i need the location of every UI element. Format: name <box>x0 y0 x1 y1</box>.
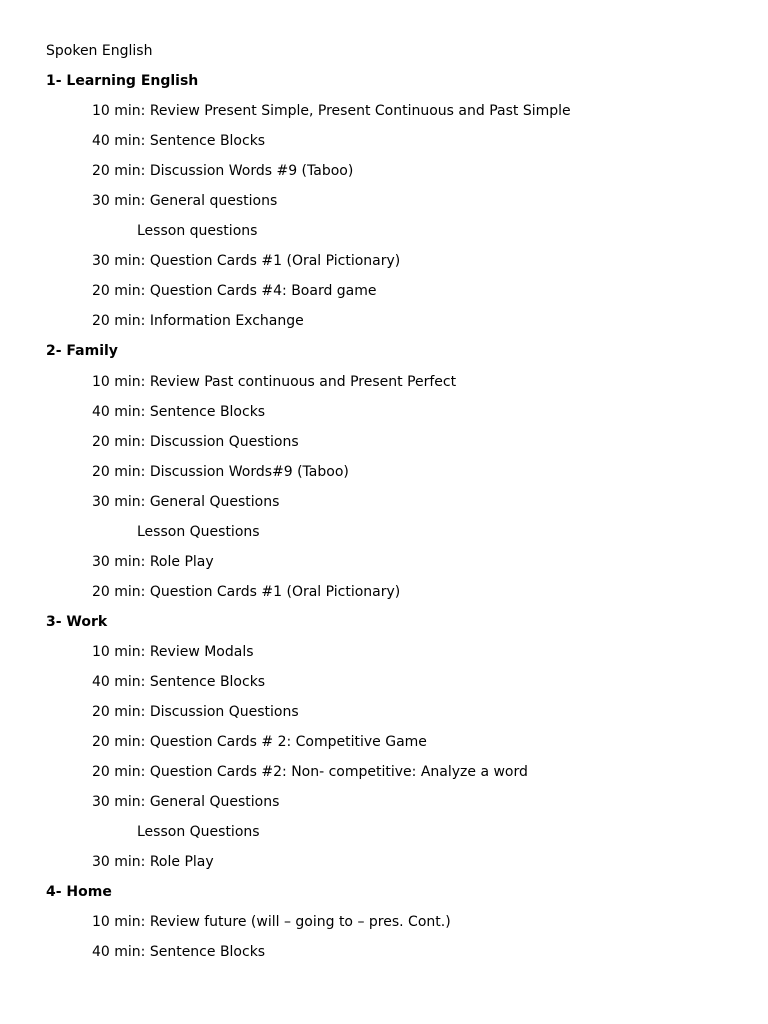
list-item: 20 min: Discussion Questions <box>92 433 299 450</box>
sub-list-item: Lesson questions <box>137 223 258 240</box>
list-item: 20 min: Discussion Words #9 (Taboo) <box>92 163 354 180</box>
list-item: 10 min: Review future (will – going to – pres. Cont.) <box>92 914 451 931</box>
list-item: 20 min: Question Cards #1 (Oral Pictionary) <box>92 583 401 600</box>
list-item: 20 min: Discussion Words#9 (Taboo) <box>92 463 349 480</box>
list-item: 30 min: Role Play <box>92 854 214 871</box>
list-item: 30 min: Role Play <box>92 553 214 570</box>
document-page <box>0 40 768 971</box>
list-item: 20 min: Question Cards # 2: Competitive Game <box>92 734 427 751</box>
list-item: 20 min: Discussion Questions <box>92 704 299 721</box>
list-item: 20 min: Question Cards #4: Board game <box>92 283 377 300</box>
list-item: 40 min: Sentence Blocks <box>92 944 266 961</box>
sub-list-item: Lesson Questions <box>137 523 260 540</box>
list-item: 30 min: General questions <box>92 193 278 210</box>
list-item: 10 min: Review Present Simple, Present Continuous and Past Simple <box>92 103 571 120</box>
list-item: 20 min: Question Cards #2: Non- competitive: Analyze a word <box>92 764 528 781</box>
section-heading: 1- Learning English <box>46 73 199 90</box>
list-item: 10 min: Review Past continuous and Present Perfect <box>92 373 457 390</box>
list-item: 30 min: General Questions <box>92 493 280 510</box>
list-item: 40 min: Sentence Blocks <box>92 673 266 690</box>
list-item: 10 min: Review Modals <box>92 643 254 660</box>
list-item: 20 min: Information Exchange <box>92 313 304 330</box>
section-heading: 4- Home <box>46 884 112 901</box>
document-title: Spoken English <box>46 43 153 59</box>
list-item: 30 min: General Questions <box>92 794 280 811</box>
sections-container <box>0 70 768 971</box>
list-item: 40 min: Sentence Blocks <box>92 133 266 150</box>
sub-list-item: Lesson Questions <box>137 824 260 841</box>
list-item: 30 min: Question Cards #1 (Oral Pictionary) <box>92 253 401 270</box>
section-heading: 3- Work <box>46 613 108 630</box>
section-heading: 2- Family <box>46 343 118 360</box>
list-item: 40 min: Sentence Blocks <box>92 403 266 420</box>
